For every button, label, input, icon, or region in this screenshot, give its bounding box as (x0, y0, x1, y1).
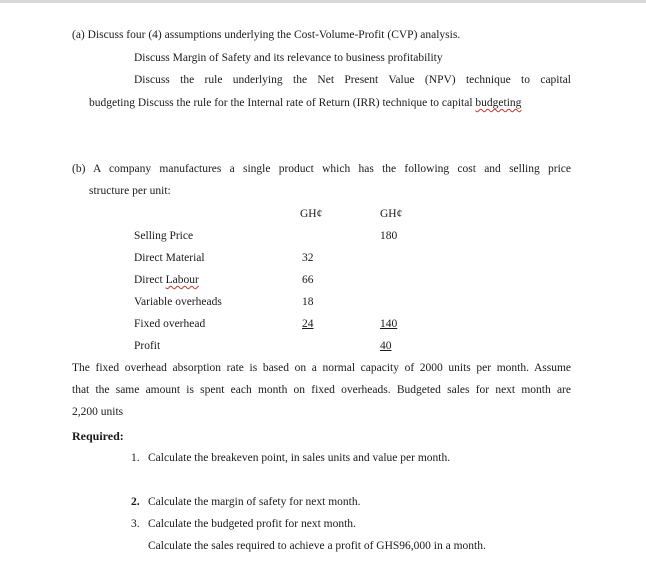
budgeting-spellcheck-word: budgeting (475, 97, 522, 109)
section-a-irr-rule (89, 96, 521, 110)
row-value-variable-overheads: 18 (302, 296, 314, 308)
question-1-text: Calculate the breakeven point, in sales units and value per month. (148, 452, 451, 464)
row-label-fixed-overhead: Fixed overhead (134, 318, 206, 330)
top-border (0, 0, 646, 3)
row-label-direct-material: Direct Material (134, 252, 205, 264)
row-value-direct-labour: 66 (302, 274, 314, 286)
overhead-paragraph-line3: 2,200 units (72, 406, 124, 418)
section-a-question: (a) Discuss four (4) assumptions underlying the Cost-Volume-Profit (CVP) analysis. (72, 29, 461, 41)
labour-spellcheck-word: Labour (165, 274, 199, 286)
row-value-selling-price: 180 (380, 230, 398, 242)
row-label-direct-labour (134, 273, 199, 287)
overhead-paragraph-line1: The fixed overhead absorption rate is based on a normal capacity of 2000 units per month. Assume (72, 362, 571, 374)
row-label-variable-overheads: Variable overheads (134, 296, 222, 308)
row-total-costs: 140 (380, 318, 398, 330)
question-2-number: 2. (131, 496, 140, 508)
irr-rule-text: budgeting Discuss the rule for the Internal rate of Return (IRR) technique to capital (89, 97, 473, 109)
col2-header: GH¢ (380, 208, 403, 220)
question-1-number: 1. (131, 452, 140, 464)
question-4-text: Calculate the sales required to achieve a profit of GHS96,000 in a month. (148, 540, 486, 552)
row-label-selling-price: Selling Price (134, 230, 194, 242)
question-3-number: 3. (131, 518, 140, 530)
section-a-npv-rule: Discuss the rule underlying the Net Present Value (NPV) technique to capital (134, 74, 571, 86)
question-3-text: Calculate the budgeted profit for next month. (148, 518, 356, 530)
row-value-profit: 40 (380, 340, 392, 352)
row-value-direct-material: 32 (302, 252, 314, 264)
question-2-text: Calculate the margin of safety for next month. (148, 496, 361, 508)
section-b-intro: (b) A company manufactures a single product which has the following cost and selling price (72, 163, 571, 175)
row-label-profit: Profit (134, 340, 161, 352)
col1-header: GH¢ (300, 208, 323, 220)
section-b-intro-cont: structure per unit: (89, 185, 171, 197)
overhead-paragraph-line2: that the same amount is spent each month on fixed overheads. Budgeted sales for next month are (72, 384, 571, 396)
required-heading: Required: (72, 429, 124, 443)
direct-labour-prefix: Direct (134, 274, 166, 286)
section-a-margin-of-safety: Discuss Margin of Safety and its relevance to business profitability (134, 52, 443, 64)
row-value-fixed-overhead: 24 (302, 318, 314, 330)
